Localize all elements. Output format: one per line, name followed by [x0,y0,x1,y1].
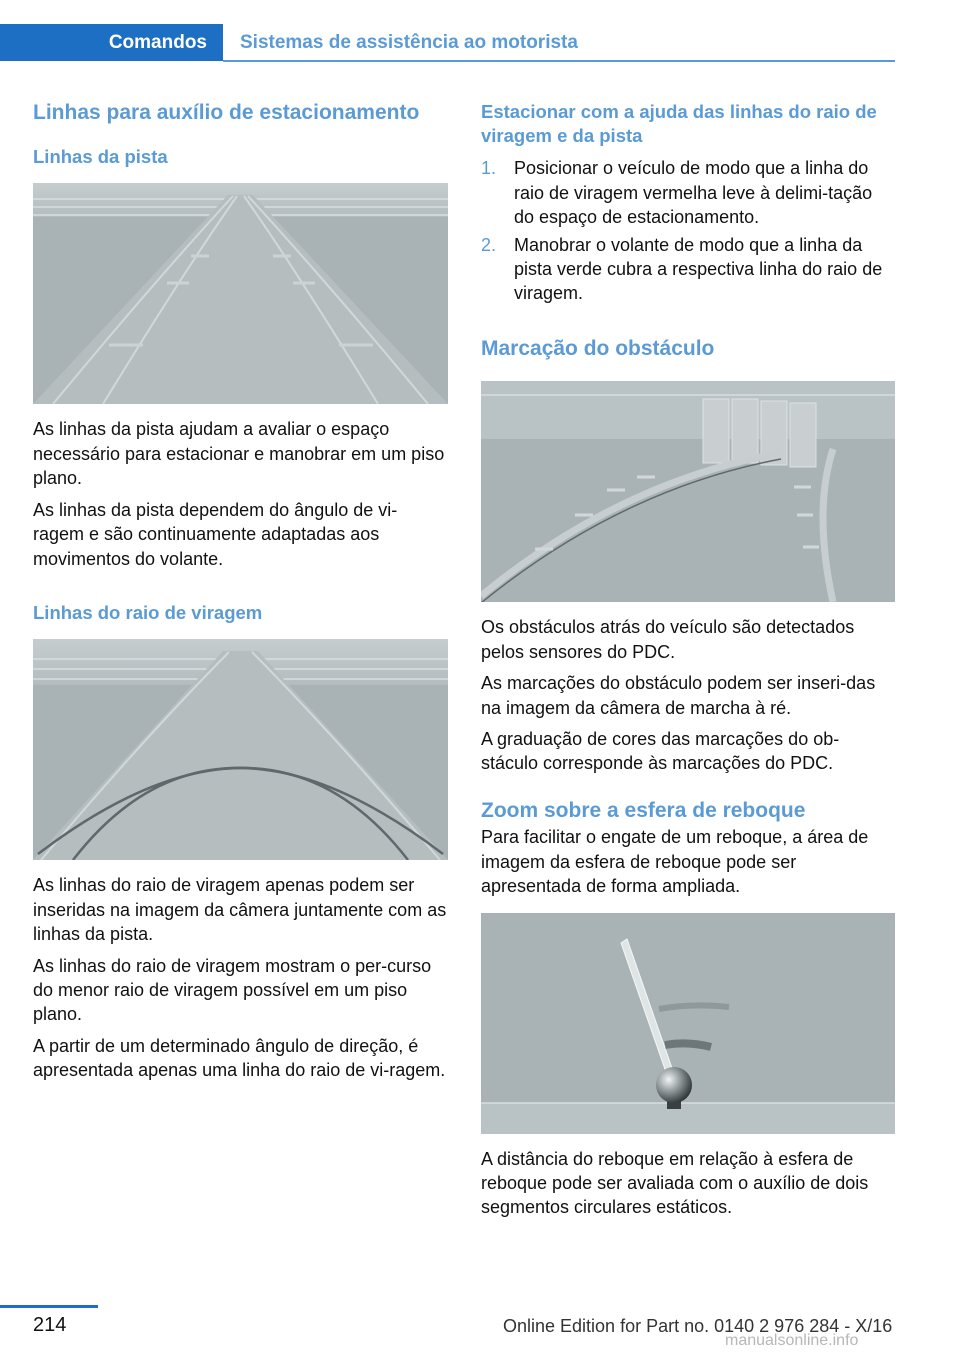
list-item [481,233,895,306]
watermark: manualsonline.info [725,1332,859,1349]
paragraph: A partir de um determinado ângulo de direção, é apresentada apenas uma linha do raio de vi‐ragem. [33,1035,446,1081]
section-title[interactable]: Sistemas de assistência ao motorista [240,32,578,53]
footer-divider [0,1305,98,1308]
chapter-tab[interactable]: Comandos [0,24,223,61]
right-column [481,100,895,1227]
paragraph: A distância do reboque em relação à esfera de reboque pode ser avaliada com o auxílio de dois segmentos circulares estáticos. [481,1148,869,1218]
paragraph: As linhas do raio de viragem mostram o per‐curso do menor raio de viragem possível em um piso plano. [33,955,432,1025]
header-divider [223,60,895,62]
obstacle-marking-figure [481,381,895,602]
page-header [0,0,960,62]
subheading-parking-with-lines: Estacionar com a ajuda das linhas do raio de viragem e da pista [481,101,877,147]
track-lines-figure [33,183,448,404]
subheading-track-lines: Linhas da pista [33,146,168,168]
edition-note: Online Edition for Part no. 0140 2 976 284 - X/16 [503,1316,893,1336]
step-number: 2. [481,234,497,255]
paragraph: As linhas do raio de viragem apenas podem ser inseridas na imagem da câmera juntamente com as linhas da pista. [33,875,447,945]
section-heading-parking-lines: Linhas para auxílio de estacionamento [33,101,420,124]
turning-radius-figure [33,639,448,860]
left-column [33,100,448,1090]
paragraph: As linhas da pista dependem do ângulo de vi‐ragem e são continuamente adaptadas aos movimentos do volante. [33,499,398,569]
paragraph: As linhas da pista ajudam a avaliar o espaço necessário para estacionar e manobrar em um piso plano. [33,419,445,489]
paragraph: As marcações do obstáculo podem ser inseri‐das na imagem da câmera de marcha à ré. [481,673,876,718]
steps-list [481,156,895,306]
list-item [481,156,895,229]
step-text: Manobrar o volante de modo que a linha da pista verde cubra a respectiva linha do raio de viragem. [514,234,883,304]
step-text: Posicionar o veículo de modo que a linha do raio de viragem vermelha leve à delimi‐tação do espaço de estacionamento. [514,158,873,228]
tow-ball-figure [481,913,895,1134]
paragraph: Os obstáculos atrás do veículo são detectados pelos sensores do PDC. [481,617,855,662]
paragraph: A graduação de cores das marcações do ob‐stáculo corresponde às marcações do PDC. [481,728,840,774]
paragraph: Para facilitar o engate de um reboque, a área de imagem da esfera de reboque pode ser apresentada de forma ampliada. [481,827,869,897]
page-number: 214 [33,1314,67,1336]
step-number: 1. [481,158,497,179]
section-heading-tow-ball-zoom: Zoom sobre a esfera de reboque [481,798,806,822]
subheading-turning-radius: Linhas do raio de viragem [33,602,263,624]
section-heading-obstacle-marking: Marcação do obstáculo [481,336,715,360]
